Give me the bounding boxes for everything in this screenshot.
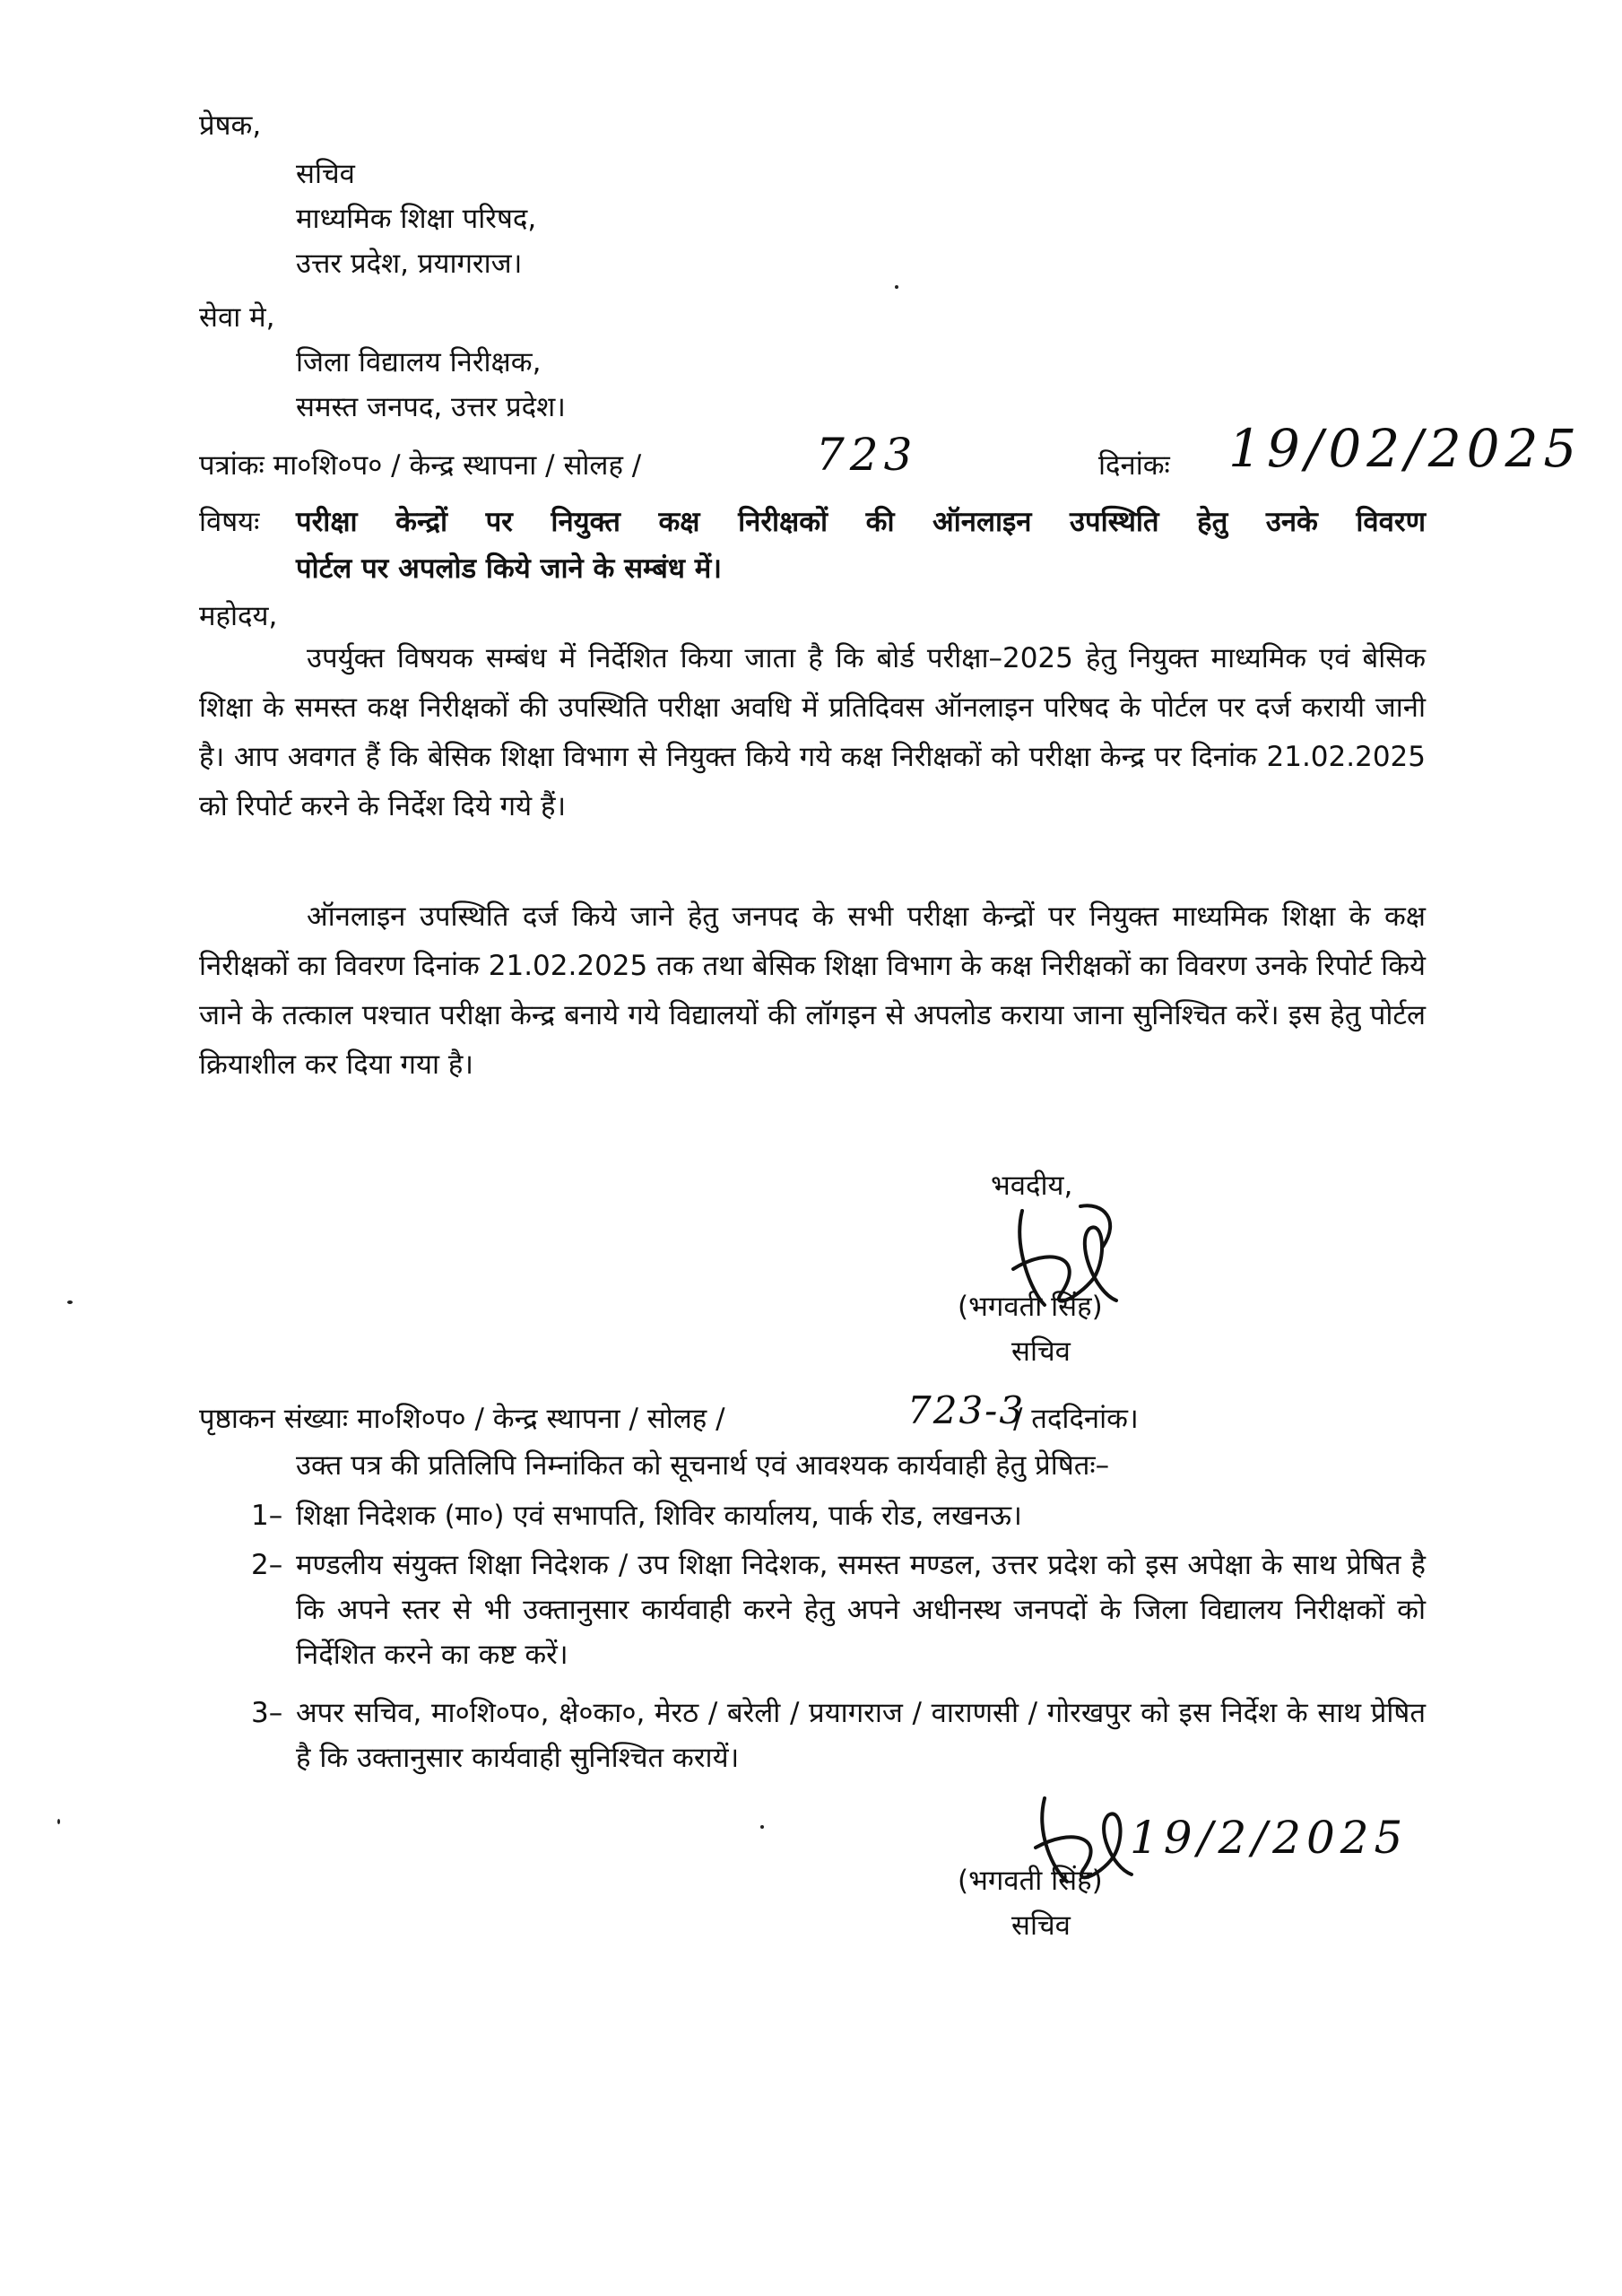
subject-line-2: पोर्टल पर अपलोड किये जाने के सम्बंध में। [296, 552, 722, 585]
endorsement-suffix: / तददिनांक। [1013, 1403, 1139, 1435]
valediction: भवदीय, [991, 1170, 1073, 1202]
date-label: दिनांकः [1098, 449, 1170, 482]
copy-item [251, 1493, 1426, 1538]
endorsement-label: पृष्ठाकन संख्याः मा०शि०प० / केन्द्र स्थापना / सोलह / [199, 1403, 725, 1435]
sender-place: उत्तर प्रदेश, प्रयागराज। [296, 248, 523, 280]
signed-date: 19/2/2025 [1130, 1812, 1409, 1864]
copy-item [251, 1543, 1426, 1677]
copy-item-number: 1– [251, 1500, 283, 1532]
copy-item-number: 3– [251, 1697, 283, 1729]
recipient-designation: जिला विद्यालय निरीक्षक, [296, 346, 542, 378]
paragraph-1: उपर्युक्त विषयक सम्बंध में निर्देशित किया जाता है कि बोर्ड परीक्षा–2025 हेतु नियुक्त माध्यमिक एवं बेसिक शिक्षा के समस्त कक्ष निरीक्षकों की उपस्थिति परीक्षा अवधि में प्रतिदिवस ऑनलाइन परिषद के पोर्टल पर दर्ज करायी जानी है। आप अवगत हैं कि बेसिक शिक्षा विभाग से नियुक्त किये गये कक्ष निरीक्षकों को परीक्षा केन्द्र पर दिनांक 21.02.2025 को रिपोर्ट करने के निर्देश दिये गये हैं। [199, 642, 1426, 822]
scan-speck [57, 1819, 60, 1824]
copy-item-number: 2– [251, 1549, 283, 1581]
copy-item [251, 1691, 1426, 1780]
endorsement-intro: उक्त पत्र की प्रतिलिपि निम्नांकित को सूचनार्थ एवं आवश्यक कार्यवाही हेतु प्रेषितः– [296, 1449, 1110, 1482]
date-value: 19/02/2025 [1228, 418, 1583, 479]
salutation: महोदय, [199, 600, 278, 632]
recipient-place: समस्त जनपद, उत्तर प्रदेश। [296, 391, 566, 423]
subject-line-1: परीक्षा केन्द्रों पर नियुक्त कक्ष निरीक्षकों की ऑनलाइन उपस्थिति हेतु उनके विवरण [296, 506, 1426, 538]
signatory-name: (भगवती सिंह) [958, 1291, 1103, 1323]
copy-item-text: मण्डलीय संयुक्त शिक्षा निदेशक / उप शिक्षा निदेशक, समस्त मण्डल, उत्तर प्रदेश को इस अपेक्षा के साथ प्रेषित है कि अपने स्तर से भी उक्तानुसार कार्यवाही करने हेतु अपने अधीनस्थ जनपदों के जिला विद्यालय निरीक्षकों को निर्देशित करने का कष्ट करें। [296, 1549, 1426, 1671]
subject-label: विषयः [199, 506, 260, 538]
paragraph-2: ऑनलाइन उपस्थिति दर्ज किये जाने हेतु जनपद के सभी परीक्षा केन्द्रों पर नियुक्त माध्यमिक शिक्षा के कक्ष निरीक्षकों का विवरण दिनांक 21.02.2025 तक तथा बेसिक शिक्षा विभाग के कक्ष निरीक्षकों का विवरण उनके रिपोर्ट किये जाने के तत्काल पश्चात परीक्षा केन्द्र बनाये गये विद्यालयों की लॉगइन से अपलोड कराया जाना सुनिश्चित करें। इस हेतु पोर्टल क्रियाशील कर दिया गया है। [199, 900, 1426, 1081]
scan-speck [895, 285, 898, 289]
signatory-designation-2: सचिव [1011, 1909, 1071, 1942]
recipient-label: सेवा मे, [199, 301, 275, 334]
sender-designation: सचिव [296, 158, 355, 190]
patrank-label: पत्रांकः मा०शि०प० / केन्द्र स्थापना / सोलह / [199, 449, 642, 482]
scan-speck [67, 1300, 73, 1304]
copy-item-text: शिक्षा निदेशक (मा०) एवं सभापति, शिविर कार्यालय, पार्क रोड, लखनऊ। [296, 1500, 1022, 1532]
sender-office: माध्यमिक शिक्षा परिषद, [296, 203, 537, 235]
scan-speck [760, 1825, 764, 1829]
sender-label: प्रेषक, [199, 109, 262, 142]
signatory-designation: सचिव [1011, 1335, 1071, 1368]
patrank-number: 723 [816, 429, 918, 481]
copy-item-text: अपर सचिव, मा०शि०प०, क्षे०का०, मेरठ / बरेली / प्रयागराज / वाराणसी / गोरखपुर को इस निर्देश के साथ प्रेषित है कि उक्तानुसार कार्यवाही सुनिश्चित करायें। [296, 1697, 1426, 1774]
signatory-name-2: (भगवती सिंह) [958, 1865, 1103, 1897]
endorsement-number: 723-3 [907, 1388, 1026, 1432]
